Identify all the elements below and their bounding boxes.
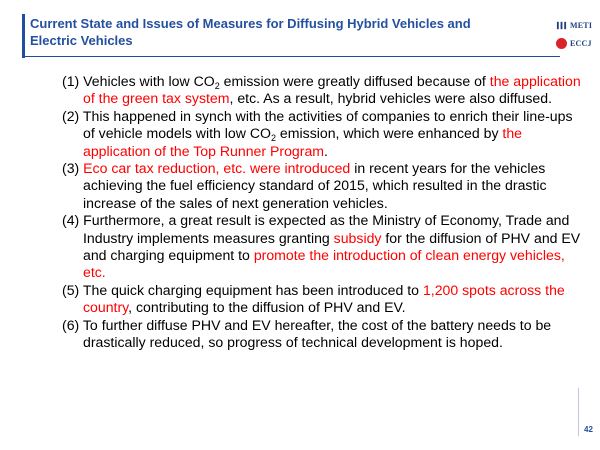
highlighted-text: the application of the Top Runner Program [83, 125, 523, 159]
meti-logo [556, 20, 592, 31]
body-text: in recent years for the vehicles achieving the fuel efficiency standard of 2015, which resulted in the drastic increase of the sales of next generation vehicles. [83, 160, 547, 211]
eccj-logo-text: ECCJ [570, 39, 592, 48]
list-item-number: (3) [62, 160, 84, 177]
highlighted-text: the application of the green tax system [83, 73, 581, 107]
body-text: for the diffusion of PHV and EV and charging equipment to [83, 229, 581, 264]
highlighted-text: subsidy [333, 229, 382, 246]
body-text: , contributing to the diffusion of PHV and EV. [128, 299, 406, 316]
highlighted-text: promote the introduction of clean energy vehicles, etc. [83, 247, 565, 281]
body-text: Vehicles with low CO [83, 73, 215, 89]
body-text: emission were greatly diffused because of [219, 73, 490, 89]
title-accent-bar [22, 14, 25, 58]
title-underline [22, 56, 560, 57]
body-content [62, 73, 582, 352]
list-item [62, 212, 582, 282]
body-text: emission, which were enhanced by [276, 125, 503, 142]
page-title: Current State and Issues of Measures for Diffusing Hybrid Vehicles and Electric Vehicles [30, 16, 471, 48]
page-number: 42 [584, 425, 593, 434]
list-item [62, 317, 582, 352]
body-text: 2 [271, 133, 277, 144]
list-item-number: (1) [62, 73, 84, 89]
eccj-logo-icon [556, 38, 567, 49]
body-text: To further diffuse PHV and EV hereafter, the cost of the battery needs to be drastically reduced, so progress of technical development is hoped. [82, 316, 552, 351]
meti-logo-icon [556, 20, 567, 31]
highlighted-text: Eco car tax reduction, etc. were introduced [83, 160, 351, 177]
body-text: , etc. As a result, hybrid vehicles were also diffused. [229, 90, 552, 107]
list-item-number: (4) [62, 212, 84, 229]
list-item [62, 160, 582, 212]
footer-divider [578, 388, 579, 436]
body-text: 2 [214, 81, 220, 91]
list-item-number: (6) [62, 316, 83, 333]
body-text: Furthermore, a great result is expected as the Ministry of Economy, Trade and Industry implements measures granting [83, 212, 570, 246]
body-text: The quick charging equipment has been introduced to [82, 281, 423, 298]
list-item [62, 73, 582, 108]
eccj-logo [556, 38, 592, 49]
highlighted-text: 1,200 spots across the country [83, 281, 565, 316]
list-item [62, 282, 582, 317]
list-item-number: (5) [62, 281, 83, 298]
body-text: This happened in synch with the activities of companies to enrich their line-ups of vehicle models with low CO [82, 107, 573, 142]
body-text: . [324, 142, 328, 159]
list-item-number: (2) [62, 107, 83, 124]
list-item [62, 108, 582, 160]
meti-logo-text: METI [570, 21, 593, 30]
